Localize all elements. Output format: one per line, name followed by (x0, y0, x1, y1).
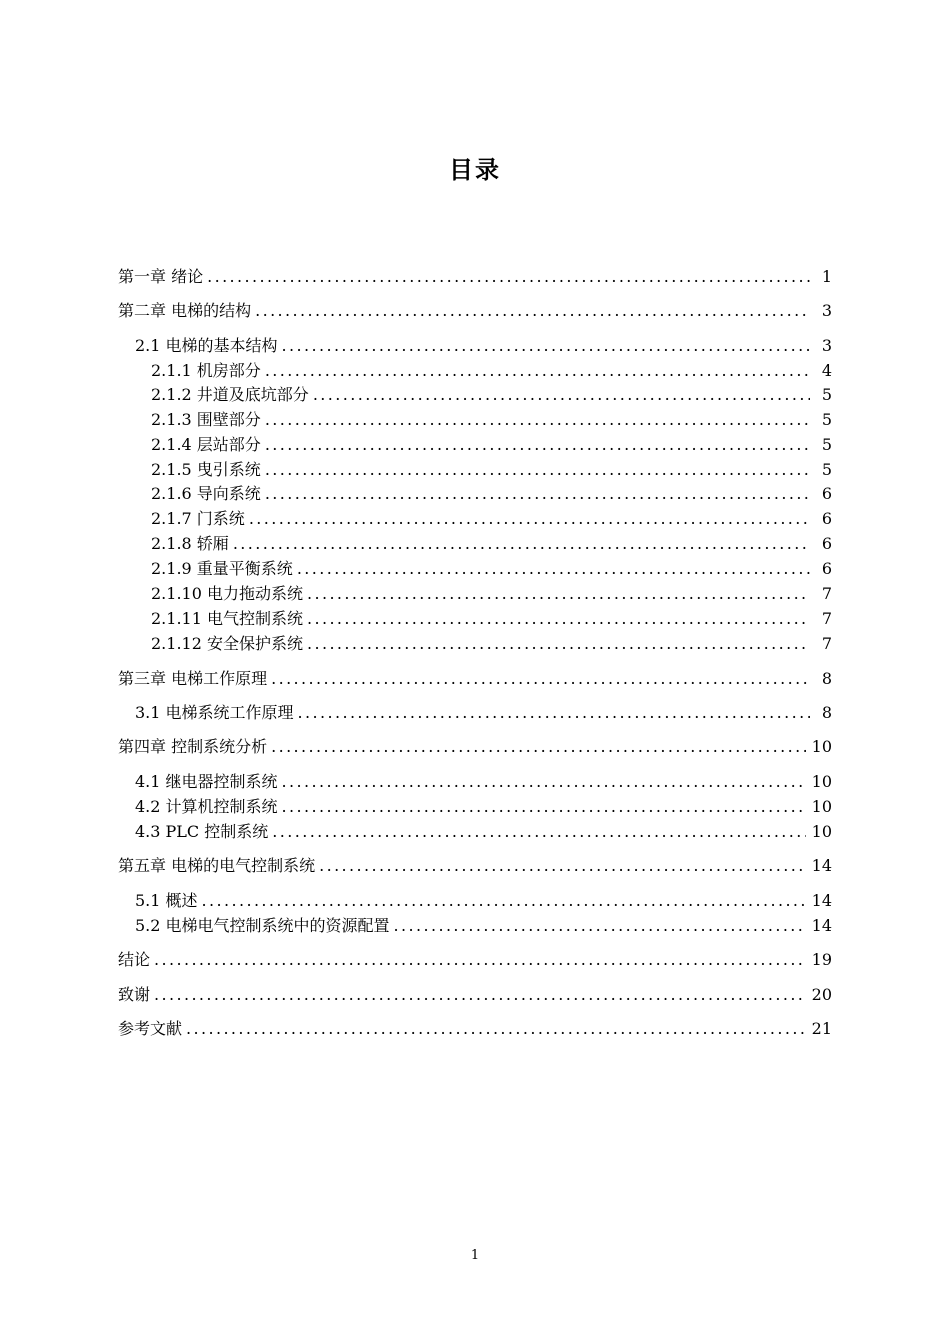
toc-entry-label: 2.1.10 电力拖动系统 (151, 584, 303, 603)
toc-entry-label: 2.1.12 安全保护系统 (151, 634, 303, 653)
page-title: 目录 (449, 156, 501, 184)
toc-entry[interactable] (151, 359, 832, 383)
toc-entry[interactable] (151, 557, 832, 581)
toc-entry-page: 10 (811, 737, 832, 756)
toc-entry-page: 7 (821, 584, 832, 603)
toc-entry-label: 结论 (118, 950, 151, 969)
toc-dot-leader (282, 770, 806, 794)
toc-dot-leader (297, 557, 810, 581)
toc-entry[interactable] (135, 701, 832, 725)
toc-entry-label: 致谢 (118, 985, 151, 1004)
toc-dot-leader (272, 820, 805, 844)
toc-entry[interactable] (151, 582, 832, 606)
toc-dot-leader (394, 914, 806, 938)
toc-entry-label: 5.2 电梯电气控制系统中的资源配置 (135, 916, 390, 935)
toc-entry-label: 第三章 电梯工作原理 (118, 669, 268, 688)
toc-entry-page: 6 (821, 484, 832, 503)
toc-dot-leader (265, 433, 810, 457)
toc-entry-page: 1 (821, 267, 832, 286)
toc-entry-label: 2.1.6 导向系统 (151, 484, 261, 503)
toc-entry[interactable] (118, 854, 832, 878)
toc-dot-leader (307, 607, 810, 631)
toc-entry-page: 7 (821, 634, 832, 653)
toc-entry[interactable] (118, 948, 832, 972)
toc-entry-label: 4.3 PLC 控制系统 (135, 822, 269, 841)
toc-entry-label: 2.1.11 电气控制系统 (151, 609, 303, 628)
toc-dot-leader (154, 983, 806, 1007)
toc-entry[interactable] (151, 607, 832, 631)
toc-dot-leader (282, 795, 806, 819)
toc-entry[interactable] (118, 265, 832, 289)
toc-entry-label: 2.1 电梯的基本结构 (135, 336, 278, 355)
toc-entry[interactable] (151, 458, 832, 482)
toc-entry[interactable] (151, 383, 832, 407)
toc-entry-label: 第四章 控制系统分析 (118, 737, 268, 756)
toc-dot-leader (265, 482, 810, 506)
toc-entry-page: 4 (821, 361, 832, 380)
toc-entry-page: 10 (811, 772, 832, 791)
toc-dot-leader (307, 632, 810, 656)
toc-entry[interactable] (135, 334, 832, 358)
toc-entry-label: 4.1 继电器控制系统 (135, 772, 278, 791)
toc-dot-leader (282, 334, 810, 358)
toc-entry-page: 10 (811, 797, 832, 816)
toc-dot-leader (319, 854, 806, 878)
toc-entry-label: 第一章 绪论 (118, 267, 204, 286)
toc-dot-leader (271, 735, 806, 759)
toc-entry[interactable] (118, 667, 832, 691)
toc-entry[interactable] (151, 632, 832, 656)
toc-entry[interactable] (118, 735, 832, 759)
toc-dot-leader (265, 408, 810, 432)
toc-entry-label: 第二章 电梯的结构 (118, 301, 252, 320)
toc-entry[interactable] (135, 770, 832, 794)
toc-entry-label: 2.1.7 门系统 (151, 509, 245, 528)
toc-entry-page: 3 (821, 301, 832, 320)
toc-entry-page: 10 (811, 822, 832, 841)
footer-page-number: 1 (470, 1248, 480, 1263)
toc-entry-page: 3 (821, 336, 832, 355)
toc-entry-label: 2.1.1 机房部分 (151, 361, 261, 380)
toc-dot-leader (154, 948, 806, 972)
toc-entry[interactable] (118, 1017, 832, 1041)
toc-dot-leader (233, 532, 810, 556)
toc-dot-leader (265, 458, 810, 482)
toc-entry-page: 21 (811, 1019, 832, 1038)
toc-entry-page: 6 (821, 559, 832, 578)
toc-entry-page: 8 (821, 703, 832, 722)
toc-entry-label: 2.1.3 围壁部分 (151, 410, 261, 429)
toc-entry[interactable] (135, 914, 832, 938)
toc-dot-leader (202, 889, 806, 913)
toc-entry-page: 7 (821, 609, 832, 628)
toc-entry-label: 参考文献 (118, 1019, 183, 1038)
toc-entry[interactable] (135, 889, 832, 913)
toc-dot-leader (186, 1017, 806, 1041)
toc-entry-page: 20 (811, 985, 832, 1004)
toc-entry-page: 6 (821, 509, 832, 528)
toc-entry-page: 5 (821, 385, 832, 404)
toc-entry-page: 6 (821, 534, 832, 553)
toc-entry-label: 2.1.9 重量平衡系统 (151, 559, 293, 578)
toc-dot-leader (307, 582, 810, 606)
toc-entry-label: 4.2 计算机控制系统 (135, 797, 278, 816)
toc-entry-page: 14 (811, 916, 832, 935)
toc-entry-label: 2.1.2 井道及底坑部分 (151, 385, 309, 404)
toc-dot-leader (207, 265, 810, 289)
toc-entry[interactable] (118, 983, 832, 1007)
toc-entry-label: 3.1 电梯系统工作原理 (135, 703, 294, 722)
toc-entry-page: 5 (821, 410, 832, 429)
toc-entry[interactable] (135, 795, 832, 819)
toc-entry-page: 5 (821, 435, 832, 454)
toc-dot-leader (265, 359, 810, 383)
toc-entry-label: 2.1.5 曳引系统 (151, 460, 261, 479)
toc-entry[interactable] (151, 408, 832, 432)
toc-dot-leader (271, 667, 810, 691)
toc-entry-label: 2.1.8 轿厢 (151, 534, 229, 553)
toc-entry-label: 5.1 概述 (135, 891, 198, 910)
toc-dot-leader (298, 701, 810, 725)
toc-entry-page: 19 (811, 950, 832, 969)
toc-entry[interactable] (151, 532, 832, 556)
toc-dot-leader (313, 383, 810, 407)
toc-entry[interactable] (118, 299, 832, 323)
toc-entry-label: 第五章 电梯的电气控制系统 (118, 856, 316, 875)
toc-entry-page: 8 (821, 669, 832, 688)
toc-entry-label: 2.1.4 层站部分 (151, 435, 261, 454)
toc-entry[interactable] (151, 482, 832, 506)
toc-entry[interactable] (151, 507, 832, 531)
toc-dot-leader (255, 299, 810, 323)
toc-entry-page: 5 (821, 460, 832, 479)
toc-entry[interactable] (151, 433, 832, 457)
toc-entry-page: 14 (811, 856, 832, 875)
toc-entry-page: 14 (811, 891, 832, 910)
toc-entry[interactable] (135, 820, 832, 844)
toc-dot-leader (249, 507, 810, 531)
